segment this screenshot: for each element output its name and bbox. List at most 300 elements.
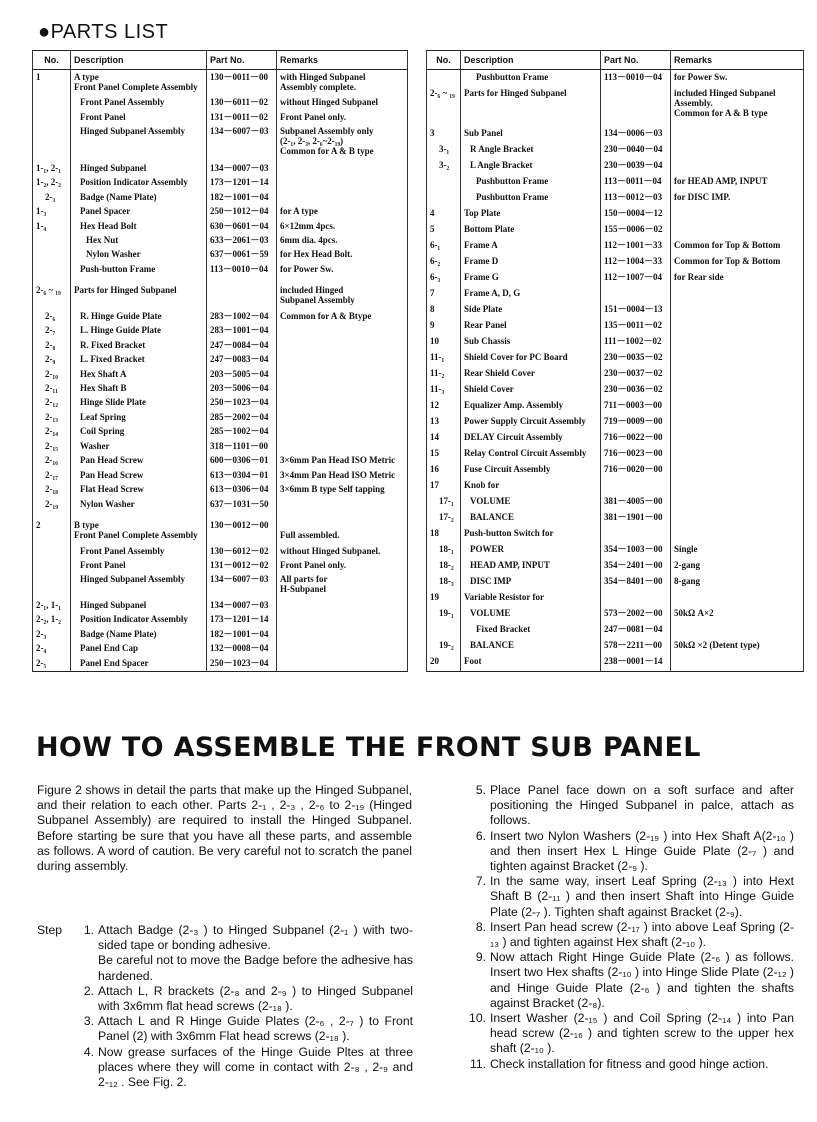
item-description: Hex Shaft B [71,382,207,396]
item-no: 1-₂, 2-₂ [33,176,71,190]
item-remarks: Front Panel only. [277,558,408,572]
item-remarks: 6×12mm 4pcs. [277,219,408,233]
table-row [427,351,804,367]
item-part-no [601,479,671,495]
item-remarks [277,410,408,424]
item-no: 2-₁₆ [33,454,71,468]
item-remarks [671,495,804,511]
item-description: Badge (Name Plate) [71,627,207,641]
item-no: 8 [427,303,461,319]
table-row [427,70,804,87]
table-row [427,159,804,175]
step-text: Now grease surfaces of the Hinge Guide Pltes at three places where they will come in contact with 2-₈ , 2-₉ and 2-₁₂ . See Fig. 2. [98,1044,413,1090]
item-description: L. Fixed Bracket [71,353,207,367]
step-number: 5. [475,783,486,797]
item-no: 3-₁ [427,143,461,159]
table-header [33,51,408,70]
table-row [427,255,804,271]
item-description: Position Indicator Assembly [71,613,207,627]
item-part-no: 131－0011－02 [207,110,277,124]
item-no: 19 [427,591,461,607]
empty-cell [427,671,461,672]
item-part-no: 230－0037－02 [601,367,671,383]
item-no: 20 [427,655,461,671]
item-description: Front Panel [71,110,207,124]
item-no [427,191,461,207]
table-row [427,287,804,303]
item-description: Fixed Bracket [461,623,601,639]
item-no: 9 [427,319,461,335]
step-item [464,1057,794,1072]
item-no: 7 [427,287,461,303]
table-row [427,479,804,495]
item-no: 17-₁ [427,495,461,511]
step-number: 10. [469,1011,486,1026]
table-row [33,248,408,262]
table-row [427,623,804,639]
item-no: 2-₆ ~ ₁₉ [427,86,461,127]
table-row [33,161,408,175]
item-no: 6-₁ [427,239,461,255]
item-part-no: 247－0084－04 [207,338,277,352]
step-text: Attach L and R Hinge Guide Plates (2-₆ , 2-₇ ) to Front Panel (2) with 3x6mm Flat head screws (2-₁₈ ). [98,1014,413,1044]
item-description: Front Panel Assembly [71,544,207,558]
item-description: Hinged Subpanel Assembly [71,125,207,162]
item-no: 2-₁₀ [33,367,71,381]
item-remarks [671,623,804,639]
item-part-no: 283－1001－04 [207,324,277,338]
item-part-no: 134－6007－03 [207,573,277,599]
item-no: 2 [33,518,71,544]
item-part-no: 113－0012－03 [601,191,671,207]
item-description: L. Hinge Guide Plate [71,324,207,338]
empty-cell [277,511,408,518]
empty-cell [33,511,71,518]
table-row [427,191,804,207]
item-remarks: 6mm dia. 4pcs. [277,233,408,247]
table-row [33,573,408,599]
table-row [33,309,408,323]
item-description: DISC IMP [461,575,601,591]
item-remarks: for Rear side [671,271,804,287]
empty-cell [277,277,408,284]
item-description: Rear Panel [461,319,601,335]
item-part-no: 633－2061－03 [207,233,277,247]
item-remarks [671,287,804,303]
item-no: 2-₁₂ [33,396,71,410]
step-number: 1. [83,923,94,937]
item-description: Frame G [461,271,601,287]
item-part-no: 573－2002－00 [601,607,671,623]
item-part-no [601,591,671,607]
item-description: Position Indicator Assembly [71,176,207,190]
item-description: Top Plate [461,207,601,223]
item-no: 16 [427,463,461,479]
item-part-no: 247－0083－04 [207,353,277,367]
item-part-no: 112－1001－33 [601,239,671,255]
item-no [33,544,71,558]
item-description: B type Front Panel Complete Assembly [71,518,207,544]
item-remarks: Subpanel Assembly only (2-₁, 2-₃, 2-₆~2-₁₉) Common for A & B type [277,125,408,162]
step-label: Step [37,923,63,937]
item-no: 2-₆ [33,309,71,323]
table-row [33,558,408,572]
step-number: 4. [83,1044,94,1059]
table-row [33,656,408,670]
item-remarks [277,425,408,439]
col-no: No. [427,51,461,70]
item-part-no: 285－1002－04 [207,425,277,439]
step-text: Attach Badge (2-₃ ) to Hinged Subpanel (2-₁ ) with two-sided tape or bonding adhesive. Be careful not to move the Badge before the adhesive has hardened. [98,923,413,983]
item-no: 18-₁ [427,543,461,559]
table-row [33,233,408,247]
item-part-no: 318－1101－00 [207,439,277,453]
table-row [427,495,804,511]
item-no: 2-₇ [33,324,71,338]
item-description: Rear Shield Cover [461,367,601,383]
item-no: 19-₂ [427,639,461,655]
item-description: Badge (Name Plate) [71,190,207,204]
item-remarks: for Hex Head Bolt. [277,248,408,262]
table-row [427,447,804,463]
item-description: Hinged Subpanel Assembly [71,573,207,599]
item-remarks [671,351,804,367]
item-remarks [671,319,804,335]
col-description: Description [461,51,601,70]
item-description: Equalizer Amp. Assembly [461,399,601,415]
item-no: 11-₂ [427,367,461,383]
table-row [33,425,408,439]
item-remarks [671,399,804,415]
item-part-no: 250－1012－04 [207,205,277,219]
item-remarks: All parts for H-Subpanel [277,573,408,599]
item-description: Frame A [461,239,601,255]
table-row [427,527,804,543]
item-part-no [207,284,277,310]
table-row [427,607,804,623]
table-header [427,51,804,70]
parts-table-left [32,50,408,672]
item-remarks: Single [671,543,804,559]
item-part-no: 203－5006－04 [207,382,277,396]
item-description: Flat Head Screw [71,483,207,497]
item-remarks [277,367,408,381]
col-no: No. [33,51,71,70]
item-part-no: 230－0036－02 [601,383,671,399]
item-remarks [671,127,804,143]
step-item [464,829,794,875]
item-no [33,96,71,110]
table-row [427,271,804,287]
table-row [33,284,408,310]
section-heading: HOW TO ASSEMBLE THE FRONT SUB PANEL [36,732,701,763]
item-remarks [671,431,804,447]
step-item [464,1011,794,1057]
item-remarks: for A type [277,205,408,219]
item-part-no: 381－4005－00 [601,495,671,511]
item-remarks: for HEAD AMP, INPUT [671,175,804,191]
table-row [33,642,408,656]
item-no: 14 [427,431,461,447]
item-description: Relay Control Circuit Assembly [461,447,601,463]
item-description: Nylon Washer [71,497,207,511]
table-row [33,176,408,190]
item-part-no: 155－0006－02 [601,223,671,239]
item-description: Pan Head Screw [71,454,207,468]
item-no [427,623,461,639]
table-row [33,518,408,544]
table-row [427,591,804,607]
table-row [427,543,804,559]
item-no: 2-₁₅ [33,439,71,453]
item-description: Washer [71,439,207,453]
item-part-no: 134－6007－03 [207,125,277,162]
item-remarks [277,324,408,338]
empty-cell [33,277,71,284]
item-description: Hex Nut [71,233,207,247]
item-part-no: 354－8401－00 [601,575,671,591]
item-remarks [671,383,804,399]
item-remarks: Common for Top & Bottom [671,239,804,255]
item-description: R. Fixed Bracket [71,338,207,352]
item-description: BALANCE [461,511,601,527]
table-row [33,262,408,276]
item-part-no: 250－1023－04 [207,396,277,410]
table-row [427,655,804,671]
item-part-no: 134－0007－03 [207,161,277,175]
item-description: Hex Head Bolt [71,219,207,233]
step-item [37,1014,413,1044]
item-part-no: 112－1004－33 [601,255,671,271]
item-no: 2-₆ ~ ₁₉ [33,284,71,310]
item-part-no [601,287,671,303]
col-part-no: Part No. [601,51,671,70]
item-description: BALANCE [461,639,601,655]
item-part-no: 130－6011－02 [207,96,277,110]
step-text: Insert Washer (2-₁₅ ) and Coil Spring (2-₁₄ ) into Pan head screw (2-₁₆ ) and tighten screw to the upper hex shaft (2-₁₀ ). [490,1011,794,1056]
table-row [427,86,804,127]
item-no [427,70,461,87]
item-no: 18-₃ [427,575,461,591]
item-description: Hex Shaft A [71,367,207,381]
item-remarks: Common for A & Btype [277,309,408,323]
item-part-no: 230－0035－02 [601,351,671,367]
item-description: VOLUME [461,607,601,623]
table-row [427,319,804,335]
item-remarks [671,159,804,175]
item-description: Power Supply Circuit Assembly [461,415,601,431]
item-part-no: 283－1002－04 [207,309,277,323]
step-item [37,1045,413,1091]
table-row [427,223,804,239]
table-row [427,511,804,527]
item-part-no: 381－1901－00 [601,511,671,527]
item-part-no [601,527,671,543]
item-part-no: 285－2002－04 [207,410,277,424]
item-remarks: for Power Sw. [671,70,804,87]
item-description: Pan Head Screw [71,468,207,482]
item-description: Coil Spring [71,425,207,439]
item-description: Bottom Plate [461,223,601,239]
table-row [33,439,408,453]
parts-table-right [426,50,804,672]
item-no: 6-₃ [427,271,461,287]
item-remarks [277,396,408,410]
item-no: 2-₅ [33,656,71,670]
item-part-no: 182－1001－04 [207,190,277,204]
item-part-no: 130－0012－00 [207,518,277,544]
item-no: 3 [427,127,461,143]
item-description: Fuse Circuit Assembly [461,463,601,479]
item-part-no [601,86,671,127]
item-remarks [671,223,804,239]
item-no: 17 [427,479,461,495]
empty-cell [671,671,804,672]
item-part-no: 250－1023－04 [207,656,277,670]
item-remarks: for Power Sw. [277,262,408,276]
item-description: Leaf Spring [71,410,207,424]
item-part-no: 354－1003－00 [601,543,671,559]
step-item [37,923,413,984]
item-remarks [277,627,408,641]
item-no: 15 [427,447,461,463]
intro-paragraph: Figure 2 shows in detail the parts that make up the Hinged Subpanel, and their relation to each other. Parts 2-₁ , 2-₃ , 2-₆ to 2-₁₉ (Hinged Subpanel Assembly) are required to install the Hinged Subpanel. Before starting be sure that you have all these parts, and assemble as follows. A word of caution. Be very careful not to scratch the panel during assembly. [37,783,412,874]
item-part-no: 111－1002－02 [601,335,671,351]
item-no [33,125,71,162]
item-part-no: 150－0004－12 [601,207,671,223]
step-item [464,950,794,1011]
item-no: 2-₁₃ [33,410,71,424]
item-no: 2-₄ [33,642,71,656]
item-description: Parts for Hinged Subpanel [461,86,601,127]
item-no: 2-₂, 1-₂ [33,613,71,627]
item-no: 2-₃ [33,190,71,204]
item-no: 13 [427,415,461,431]
item-description: Shield Cover for PC Board [461,351,601,367]
item-remarks: 8-gang [671,575,804,591]
item-part-no: 716－0023－00 [601,447,671,463]
item-no: 6-₂ [427,255,461,271]
item-part-no: 230－0040－04 [601,143,671,159]
item-description: Foot [461,655,601,671]
item-remarks [277,338,408,352]
item-part-no: 131－0012－02 [207,558,277,572]
item-no: 1-₃ [33,205,71,219]
item-no: 12 [427,399,461,415]
step-label [37,984,76,1014]
step-text: Place Panel face down on a soft surface and after positioning the Hinged Subpanel in palce, attach as follows. [490,783,794,828]
item-no: 11-₁ [427,351,461,367]
table-row [427,127,804,143]
item-remarks: 50kΩ ×2 (Detent type) [671,639,804,655]
step-text: In the same way, insert Leaf Spring (2-₁₃ ) into Hext Shaft B (2-₁₁ ) and then insert Shaft into Hinge Guide Plate (2-₇ ). Tighten shaft against Bracket (2-₉). [490,874,794,919]
table-row [427,399,804,415]
item-remarks [277,176,408,190]
empty-cell [461,671,601,672]
item-description: HEAD AMP, INPUT [461,559,601,575]
empty-cell [207,277,277,284]
item-no: 2-₁₁ [33,382,71,396]
table-row [33,468,408,482]
item-remarks: 2-gang [671,559,804,575]
item-description: POWER [461,543,601,559]
item-remarks [277,598,408,612]
empty-cell [71,511,207,518]
item-description: Sub Panel [461,127,601,143]
item-remarks: without Hinged Subpanel [277,96,408,110]
spacer-row [33,511,408,518]
item-part-no: 711－0003－00 [601,399,671,415]
item-no: 11-₃ [427,383,461,399]
table-row [427,367,804,383]
table-row [427,431,804,447]
item-no: 2-₁₇ [33,468,71,482]
item-part-no: 130－0011－00 [207,70,277,96]
item-no [33,248,71,262]
col-description: Description [71,51,207,70]
item-part-no: 113－0011－04 [601,175,671,191]
item-part-no: 132－0008－04 [207,642,277,656]
item-remarks [671,303,804,319]
item-no: 1-₄ [33,219,71,233]
item-remarks: for DISC IMP. [671,191,804,207]
item-description: Frame A, D, G [461,287,601,303]
item-description: Pushbutton Frame [461,175,601,191]
item-remarks [671,367,804,383]
item-no: 2-₁₉ [33,497,71,511]
item-remarks [671,511,804,527]
step-text: Check installation for fitness and good hinge action. [490,1056,769,1071]
empty-cell [33,671,71,672]
table-row [33,338,408,352]
step-number: 6. [475,828,486,843]
step-item [464,920,794,950]
item-description: Panel Spacer [71,205,207,219]
table-row [33,324,408,338]
filler-row [427,671,804,672]
item-part-no: 600－0306－01 [207,454,277,468]
table-row [33,353,408,367]
item-part-no: 151－0004－13 [601,303,671,319]
table-row [33,382,408,396]
item-description: Panel End Spacer [71,656,207,670]
item-description: Nylon Washer [71,248,207,262]
table-row [33,483,408,497]
step-number: 2. [83,983,94,998]
item-remarks [277,439,408,453]
item-remarks: without Hinged Subpanel. [277,544,408,558]
step-number: 7. [475,874,486,889]
item-no: 17-₂ [427,511,461,527]
item-part-no: 613－0306－04 [207,483,277,497]
item-no: 2-₁, 1-₁ [33,598,71,612]
item-remarks [277,656,408,670]
table-row [427,335,804,351]
item-description: Hinged Subpanel [71,598,207,612]
item-part-no: 719－0009－00 [601,415,671,431]
item-description: Pushbutton Frame [461,191,601,207]
item-remarks [277,190,408,204]
step-item [464,783,794,829]
table-row [33,454,408,468]
item-no: 2-₁₈ [33,483,71,497]
item-remarks [277,613,408,627]
item-remarks: included Hinged Subpanel Assembly [277,284,408,310]
item-part-no: 238－0001－14 [601,655,671,671]
item-no: 19-₁ [427,607,461,623]
table-row [33,613,408,627]
table-row [427,239,804,255]
